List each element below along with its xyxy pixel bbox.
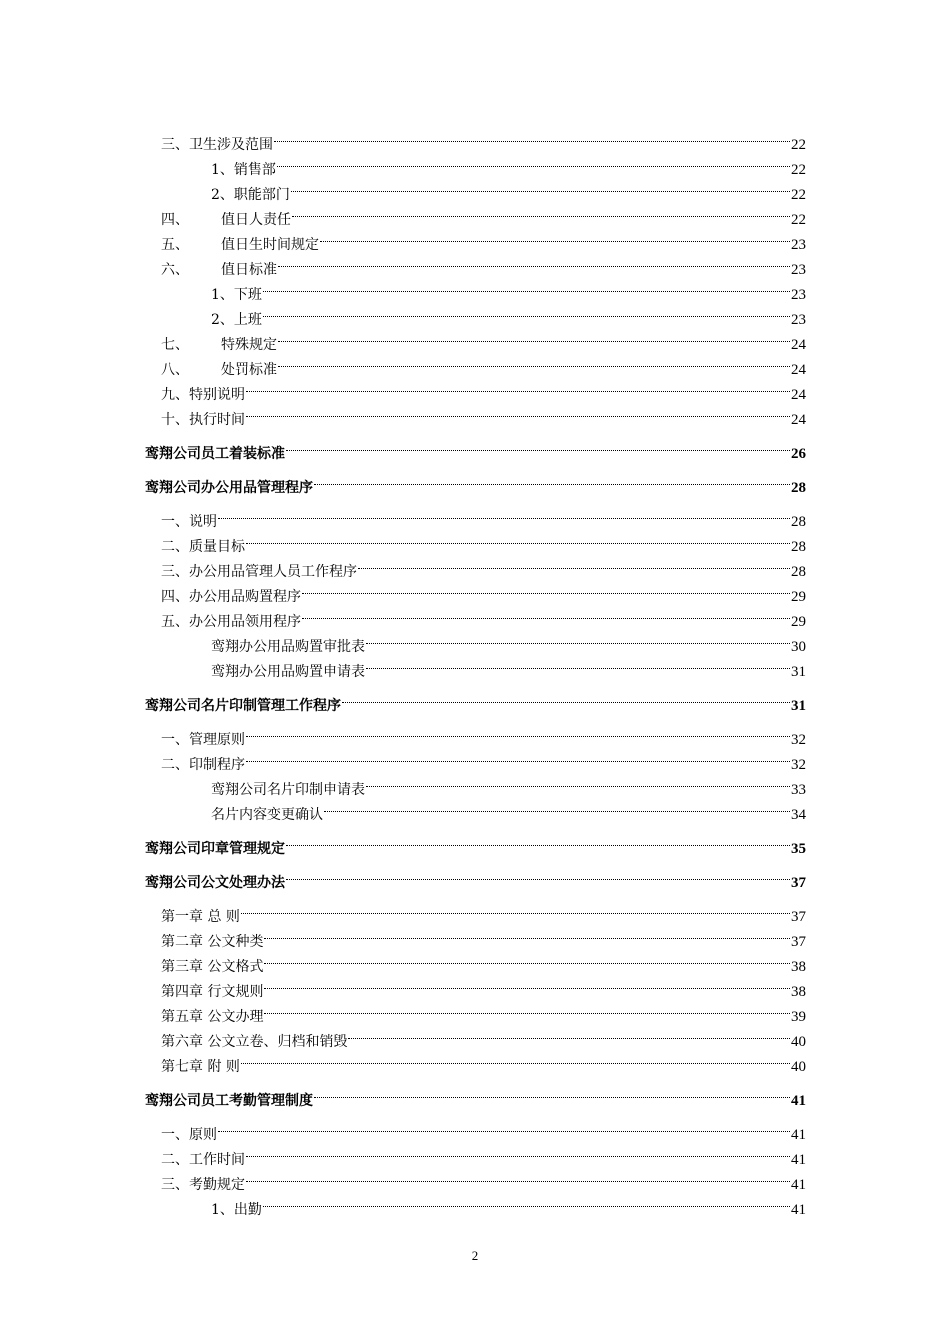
- toc-entry-label: 十、执行时间: [161, 412, 245, 428]
- dot-leader: [246, 526, 790, 551]
- toc-page-number: 41: [791, 1202, 806, 1218]
- toc-entry-label: 1、下班: [211, 287, 262, 303]
- toc-page-number: 24: [791, 337, 806, 353]
- toc-heading-entry[interactable]: [145, 828, 806, 857]
- toc-page-number: 32: [791, 732, 806, 748]
- toc-page-number: 37: [791, 875, 806, 891]
- toc-entry-number: 五、: [161, 237, 189, 253]
- toc-page-number: 23: [791, 237, 806, 253]
- toc-page-number: 34: [791, 807, 806, 823]
- dot-leader: [324, 794, 790, 819]
- toc-entry-label: 四、办公用品购置程序: [161, 589, 301, 605]
- toc-page-number: 28: [791, 480, 806, 496]
- toc-entry[interactable]: [145, 501, 806, 530]
- toc-page-number: 28: [791, 539, 806, 555]
- toc-entry-label: 二、印制程序: [161, 757, 245, 773]
- dot-leader: [218, 501, 790, 526]
- dot-leader: [278, 349, 790, 374]
- toc-entry-number: 六、: [161, 262, 189, 278]
- toc-entry-label: 2、上班: [211, 312, 262, 328]
- toc-entry-text: 值日标准: [221, 262, 277, 278]
- toc-heading-entry[interactable]: [145, 685, 806, 714]
- dot-leader: [263, 274, 790, 299]
- toc-entry-label: 1、出勤: [211, 1202, 262, 1218]
- dot-leader: [302, 601, 790, 626]
- toc-entry[interactable]: [145, 921, 806, 950]
- toc-entry-label: 三、办公用品管理人员工作程序: [161, 564, 357, 580]
- toc-page-number: 22: [791, 212, 806, 228]
- toc-page-number: 41: [791, 1093, 806, 1109]
- dot-leader: [278, 324, 790, 349]
- dot-leader: [241, 896, 790, 921]
- toc-entry-label: 二、质量目标: [161, 539, 245, 555]
- toc-entry-label: [161, 258, 277, 283]
- toc-page-number: 23: [791, 312, 806, 328]
- toc-entry[interactable]: [145, 1046, 806, 1075]
- toc-heading-entry[interactable]: [145, 433, 806, 462]
- toc-entry-label: 鸾翔公司公文处理办法: [145, 875, 285, 891]
- toc-entry[interactable]: [145, 124, 806, 153]
- dot-leader: [241, 1046, 790, 1071]
- toc-heading-entry[interactable]: [145, 467, 806, 496]
- toc-entry-text: 值日生时间规定: [221, 237, 319, 253]
- toc-entry-label: 第二章 公文种类: [161, 934, 264, 950]
- dot-leader: [292, 199, 790, 224]
- dot-leader: [358, 551, 790, 576]
- dot-leader: [302, 576, 790, 601]
- toc-page-number: 23: [791, 262, 806, 278]
- toc-page-number: 22: [791, 137, 806, 153]
- dot-leader: [286, 433, 790, 458]
- toc-entry-label: 第五章 公文办理: [161, 1009, 264, 1025]
- toc-entry-label: 鸾翔公司名片印制申请表: [211, 782, 365, 798]
- toc-page-number: 24: [791, 412, 806, 428]
- toc-entry[interactable]: [145, 1139, 806, 1168]
- toc-page-number: 24: [791, 387, 806, 403]
- toc-entry-label: 二、工作时间: [161, 1152, 245, 1168]
- toc-entry[interactable]: [145, 896, 806, 925]
- dot-leader: [348, 1021, 790, 1046]
- dot-leader: [263, 1189, 790, 1214]
- dot-leader: [246, 374, 790, 399]
- dot-leader: [264, 921, 790, 946]
- dot-leader: [264, 946, 790, 971]
- toc-entry[interactable]: [145, 719, 806, 748]
- toc-entry-label: 鸾翔公司办公用品管理程序: [145, 480, 313, 496]
- toc-page-number: 37: [791, 909, 806, 925]
- toc-entry-label: 鸾翔公司名片印制管理工作程序: [145, 698, 341, 714]
- toc-entry-label: 三、考勤规定: [161, 1177, 245, 1193]
- toc-page-number: 40: [791, 1059, 806, 1075]
- toc-page-number: 32: [791, 757, 806, 773]
- toc-entry-label: 鸾翔公司员工考勤管理制度: [145, 1093, 313, 1109]
- dot-leader: [246, 744, 790, 769]
- dot-leader: [342, 685, 790, 710]
- toc-page-number: 28: [791, 514, 806, 530]
- toc-entry-number: 八、: [161, 362, 189, 378]
- dot-leader: [274, 124, 790, 149]
- toc-entry-label: [161, 208, 291, 233]
- dot-leader: [277, 149, 790, 174]
- dot-leader: [366, 651, 790, 676]
- toc-entry-label: 一、管理原则: [161, 732, 245, 748]
- toc-entry-label: 第一章 总 则: [161, 909, 240, 925]
- toc-entry-label: 第四章 行文规则: [161, 984, 264, 1000]
- toc-entry-label: 鸾翔公司印章管理规定: [145, 841, 285, 857]
- toc-page-number: 33: [791, 782, 806, 798]
- toc-entry-label: 鸾翔办公用品购置申请表: [211, 664, 365, 680]
- toc-entry-text: 值日人责任: [221, 212, 291, 228]
- toc-page-number: 40: [791, 1034, 806, 1050]
- toc-page-number: 31: [791, 698, 806, 714]
- table-of-contents: [145, 124, 806, 1218]
- dot-leader: [314, 467, 790, 492]
- toc-entry-label: 鸾翔办公用品购置审批表: [211, 639, 365, 655]
- toc-entry[interactable]: [145, 1114, 806, 1143]
- page-number: 2: [471, 1248, 479, 1263]
- toc-page-number: 41: [791, 1177, 806, 1193]
- toc-page-number: 22: [791, 187, 806, 203]
- dot-leader: [218, 1114, 790, 1139]
- toc-entry-label: [161, 333, 277, 358]
- toc-entry-text: 特殊规定: [221, 337, 277, 353]
- toc-page-number: 30: [791, 639, 806, 655]
- toc-page-number: 22: [791, 162, 806, 178]
- toc-entry[interactable]: [145, 526, 806, 555]
- dot-leader: [366, 626, 790, 651]
- toc-page-number: 29: [791, 614, 806, 630]
- toc-heading-entry[interactable]: [145, 1080, 806, 1109]
- toc-entry-label: 一、说明: [161, 514, 217, 530]
- toc-page-number: 23: [791, 287, 806, 303]
- dot-leader: [366, 769, 790, 794]
- toc-page-number: 41: [791, 1152, 806, 1168]
- toc-heading-entry[interactable]: [145, 862, 806, 891]
- toc-entry-label: 第七章 附 则: [161, 1059, 240, 1075]
- toc-page-number: 26: [791, 446, 806, 462]
- dot-leader: [320, 224, 790, 249]
- toc-entry-label: 九、特别说明: [161, 387, 245, 403]
- toc-entry-label: 鸾翔公司员工着装标准: [145, 446, 285, 462]
- dot-leader: [286, 828, 790, 853]
- dot-leader: [263, 299, 790, 324]
- dot-leader: [286, 862, 790, 887]
- toc-page-number: 41: [791, 1127, 806, 1143]
- dot-leader: [314, 1080, 790, 1105]
- toc-entry-label: 2、职能部门: [211, 187, 290, 203]
- dot-leader: [246, 399, 790, 424]
- toc-page-number: 31: [791, 664, 806, 680]
- toc-page-number: 29: [791, 589, 806, 605]
- toc-entry-label: 第六章 公文立卷、归档和销毁: [161, 1034, 348, 1050]
- toc-entry-label: 三、卫生涉及范围: [161, 137, 273, 153]
- toc-entry-label: 1、销售部: [211, 162, 276, 178]
- toc-page-number: 38: [791, 984, 806, 1000]
- dot-leader: [278, 249, 790, 274]
- dot-leader: [246, 1164, 790, 1189]
- toc-page-number: 38: [791, 959, 806, 975]
- dot-leader: [264, 996, 790, 1021]
- dot-leader: [246, 1139, 790, 1164]
- toc-entry-label: 名片内容变更确认: [211, 807, 323, 823]
- toc-page-number: 28: [791, 564, 806, 580]
- toc-entry-label: 第三章 公文格式: [161, 959, 264, 975]
- toc-entry-number: 七、: [161, 337, 189, 353]
- toc-page-number: 37: [791, 934, 806, 950]
- dot-leader: [264, 971, 790, 996]
- toc-entry-text: 处罚标准: [221, 362, 277, 378]
- toc-page-number: 24: [791, 362, 806, 378]
- toc-page-number: 35: [791, 841, 806, 857]
- toc-entry-number: 四、: [161, 212, 189, 228]
- dot-leader: [291, 174, 790, 199]
- toc-entry-label: 五、办公用品领用程序: [161, 614, 301, 630]
- toc-entry-label: 一、原则: [161, 1127, 217, 1143]
- toc-page-number: 39: [791, 1009, 806, 1025]
- dot-leader: [246, 719, 790, 744]
